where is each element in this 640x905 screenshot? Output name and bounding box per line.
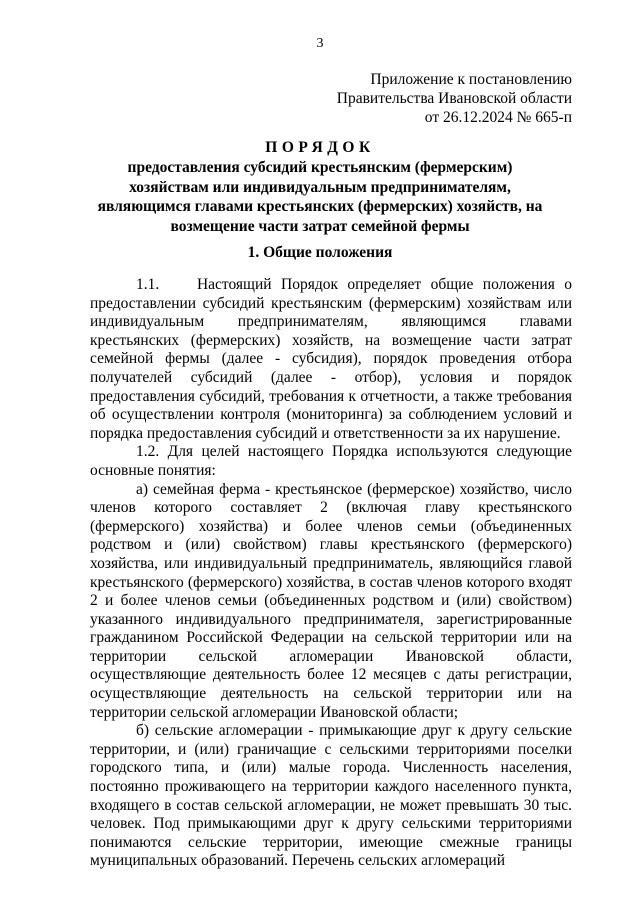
paragraph-1-1: 1.1. Настоящий Порядок определяет общие положения о предоставлении субсидий крестьянским (фермерским) хозяйствам или индивидуальным предпринимателям, являющимся главами крестьянских (фермерских) хозяйств, на возмещение части затрат семейной фермы (далее - субсидия), порядок проведения отбора получателей субсидий (далее - отбор), условия и порядок предоставления субсидий, требования к отчетности, а также требования об осуществлении контроля (мониторинга) за соблюдением условий и порядка предоставления субсидий и ответственности за их нарушение. <box>90 276 572 442</box>
document-subtitle: предоставления субсидий крестьянским (фермерским) хозяйствам или индивидуальным предпринимателям, являющимся главами крестьянских (фермерских) хозяйств, на возмещение части затрат семейной фермы <box>97 159 543 235</box>
paragraph-a: а) семейная ферма - крестьянское (фермерское) хозяйство, число членов которого составляет 2 (включая главу крестьянского (фермерского) хозяйства) и более членов семьи (объединенных родством и (или) свойством) главы крестьянского (фермерского) хозяйства, или индивидуальный предприниматель, являющийся главой крестьянского (фермерского) хозяйства, в состав членов которого входят 2 и более членов семьи (объединенных родством и (или) свойством) указанного индивидуального предпринимателя, зарегистрированные гражданином Российской Федерации на сельской территории или на территории сельской агломерации Ивановской области, осуществляющие деятельность более 12 месяцев с даты регистрации, осуществляющие деятельность на сельской территории или на территории сельской агломерации Ивановской области; <box>90 480 572 721</box>
document-body <box>90 276 572 871</box>
appendix-block <box>337 70 572 127</box>
paragraph-b: б) сельские агломерации - примыкающие друг к другу сельские территории, и (или) граничащие с сельскими территориями поселки городского типа, и (или) малые города. Численность населения, постоянно проживающего на территории каждого населенного пункта, входящего в состав сельской агломерации, не может превышать 30 тыс. человек. Под примыкающими друг к другу сельскими территориями понимаются сельские территории, имеющие смежные границы муниципальных образований. Перечень сельских агломераций <box>90 722 572 870</box>
page-number: 3 <box>316 36 324 51</box>
paragraph-1-2: 1.2. Для целей настоящего Порядка используются следующие основные понятия: <box>90 443 572 479</box>
section-heading: 1. Общие положения <box>247 244 393 261</box>
document-title: ПОРЯДОК <box>265 139 375 156</box>
appendix-line-3: от 26.12.2024 № 665-п <box>424 109 572 126</box>
appendix-line-2: Правительства Ивановской области <box>336 90 572 107</box>
appendix-line-1: Приложение к постановлению <box>370 71 572 88</box>
